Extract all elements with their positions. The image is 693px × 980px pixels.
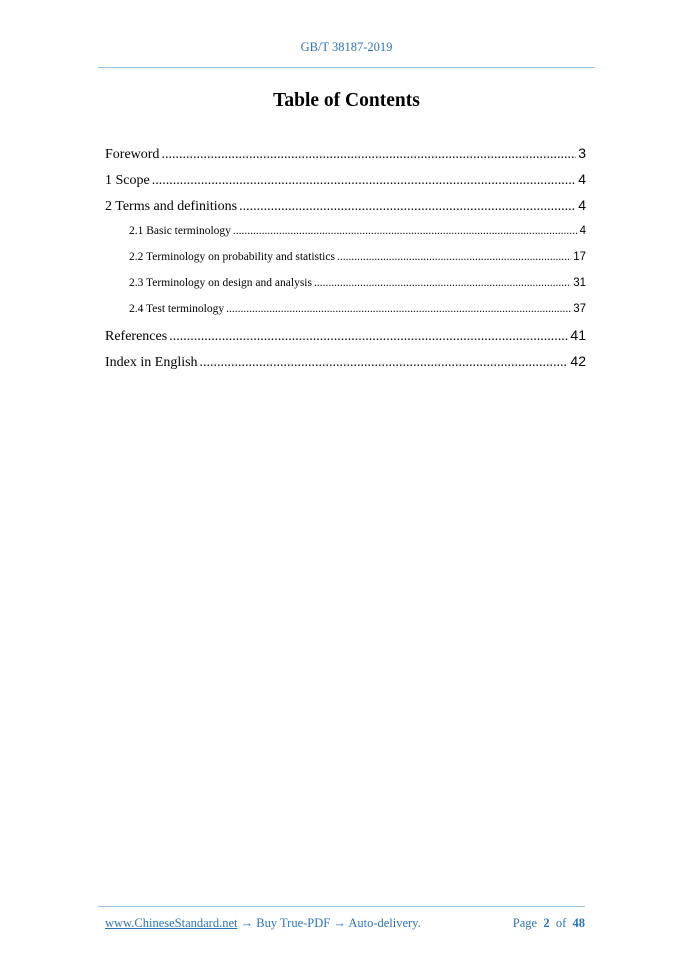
toc-entry-page: 17	[573, 251, 586, 263]
dot-leader	[337, 244, 571, 270]
toc-entry-foreword[interactable]	[105, 140, 586, 166]
page-indicator	[513, 916, 585, 931]
toc-entry-label: 2.2 Terminology on probability and statistics	[129, 251, 335, 263]
toc-entry-page: 31	[573, 277, 586, 289]
toc-entry-label: 2.3 Terminology on design and analysis	[129, 277, 312, 289]
toc-entry-label: Foreword	[105, 147, 160, 162]
dot-leader	[226, 296, 571, 322]
toc-title: Table of Contents	[273, 90, 420, 111]
toc-entry-page: 41	[570, 327, 586, 343]
toc-entry-page: 4	[578, 197, 586, 213]
toc-entry-label: 2 Terms and definitions	[105, 199, 238, 214]
toc-entry-references[interactable]	[105, 322, 586, 348]
page-current: 2	[543, 916, 550, 930]
toc-entry-label: 2.1 Basic terminology	[129, 225, 231, 237]
dot-leader	[233, 218, 578, 244]
site-link[interactable]: www.ChineseStandard.net	[105, 916, 238, 930]
buy-true-pdf-link[interactable]: Buy True-PDF	[256, 916, 331, 930]
dot-leader	[200, 350, 569, 374]
dot-leader	[239, 194, 576, 218]
footer-divider	[98, 906, 585, 907]
toc-entry-terms-definitions[interactable]	[105, 192, 586, 218]
toc-entry-page: 42	[570, 353, 586, 369]
toc-entry-label: References	[105, 329, 168, 344]
auto-delivery-text: Auto-delivery.	[348, 916, 421, 930]
page-header: GB/T 38187-2019	[300, 40, 393, 54]
toc-entry-page: 4	[579, 225, 586, 237]
arrow-right-icon: →	[333, 916, 346, 930]
toc-entry-index-english[interactable]	[105, 348, 586, 374]
header-divider	[98, 67, 595, 68]
page-label: Page	[512, 916, 538, 930]
dot-leader	[314, 270, 571, 296]
arrow-right-icon: →	[240, 916, 254, 930]
dot-leader	[169, 324, 568, 348]
toc-entry-basic-terminology[interactable]	[105, 218, 586, 244]
toc-entry-scope[interactable]	[105, 166, 586, 192]
toc-entry-label: Index in English	[105, 355, 198, 370]
toc-entry-probability-statistics[interactable]	[105, 244, 586, 270]
toc-entry-design-analysis[interactable]	[105, 270, 586, 296]
dot-leader	[161, 142, 576, 166]
toc-entry-page: 4	[578, 171, 586, 187]
dot-leader	[152, 168, 576, 192]
toc-entry-label: 1 Scope	[105, 173, 150, 188]
toc-entry-label: 2.4 Test terminology	[129, 303, 225, 315]
page-of: of	[555, 916, 567, 930]
footer-promo	[105, 916, 421, 931]
table-of-contents	[105, 140, 586, 374]
toc-entry-test-terminology[interactable]	[105, 296, 586, 322]
toc-entry-page: 37	[573, 303, 586, 315]
page-total: 48	[572, 916, 585, 930]
toc-entry-page: 3	[578, 145, 586, 161]
